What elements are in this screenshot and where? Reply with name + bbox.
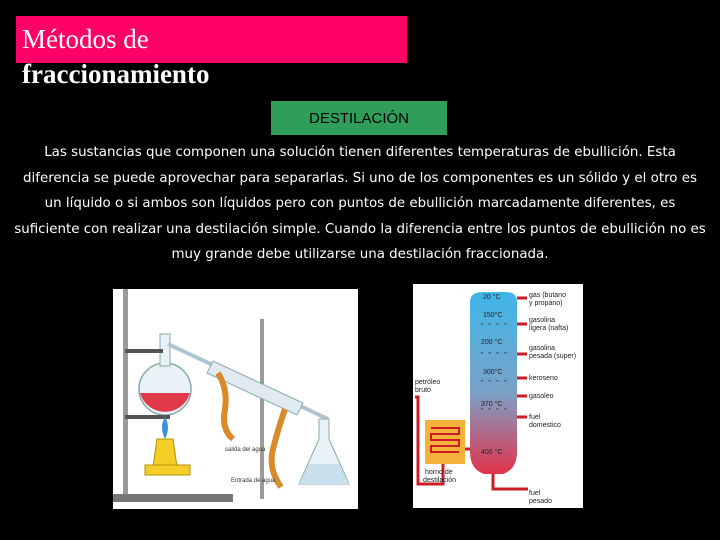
svg-text:⌃ ⌃ ⌃ ⌃: ⌃ ⌃ ⌃ ⌃ <box>479 352 509 359</box>
label-water-out: salida del agua <box>225 447 266 453</box>
fraction-gasoil: gasoleo <box>529 393 554 400</box>
svg-text:⌃ ⌃ ⌃ ⌃: ⌃ ⌃ ⌃ ⌃ <box>479 380 509 387</box>
svg-text:⌃ ⌃ ⌃ ⌃: ⌃ ⌃ ⌃ ⌃ <box>479 323 509 330</box>
burner-flame <box>162 417 168 439</box>
slide-title <box>22 22 442 92</box>
fraction-light-2: ligera (nafta) <box>529 325 569 332</box>
burner-base <box>145 465 190 475</box>
fractional-column-image <box>413 284 583 508</box>
fraction-fuel-1: fuel <box>529 414 541 421</box>
furnace-label-1: horno de <box>425 469 453 476</box>
stand-base <box>113 494 233 502</box>
fraction-heavy-2: pesada (super) <box>529 353 577 360</box>
fraction-gas-2: y propano) <box>529 300 563 307</box>
fractionating-column-illustration <box>413 284 583 508</box>
furnace-label-2: destilación <box>423 477 457 484</box>
side-outlets <box>517 298 527 417</box>
fraction-kerosene: keroseno <box>529 375 558 382</box>
fraction-fuel-2: domestico <box>529 422 561 429</box>
clamp-ring <box>125 415 170 419</box>
clamp-top <box>125 349 163 353</box>
bottom-outlet <box>493 474 528 489</box>
fraction-heavy-1: gasolina <box>529 345 556 352</box>
fraction-labels <box>529 292 576 505</box>
fraction-heavy-fuel-1: fuel <box>529 490 541 497</box>
water-hose-bottom <box>272 409 285 487</box>
body-paragraph: Las sustancias que componen una solución tienen diferentes temperaturas de ebullición. Esta diferencia se puede aprovechar para separarlas. Si uno de los componentes es un sólido y el otro es un líquido o si ambos son líquidos pero con puntos de ebullición marcadamente diferentes, es suficiente con realizar una destilación simple. Cuando la diferencia entre los puntos de ebullición no es muy grande debe utilizarse una destilación fraccionada. <box>14 145 706 262</box>
right-stand-rod <box>260 319 264 499</box>
temp-5: 370 °C <box>481 401 503 408</box>
subtitle-text: DESTILACIÓN <box>308 109 410 127</box>
distillation-apparatus-illustration <box>113 289 358 509</box>
temp-1: 20 °C <box>483 294 501 301</box>
title-line-2: fraccionamiento <box>22 59 210 89</box>
left-stand-rod <box>123 289 128 499</box>
input-label-1: petróleo <box>415 379 441 386</box>
input-label-2: bruto <box>415 387 431 394</box>
svg-text:⌃ ⌃ ⌃ ⌃: ⌃ ⌃ ⌃ ⌃ <box>479 408 509 415</box>
temp-3: 200 °C <box>481 339 503 346</box>
fraction-heavy-fuel-2: pesado <box>529 498 552 505</box>
temp-2: 150°C <box>483 312 503 319</box>
fraction-gas-1: gas (butano <box>529 292 566 299</box>
label-water-in: Entrada de agua <box>231 478 276 484</box>
temp-4: 300°C <box>483 369 503 376</box>
burner-body <box>153 439 177 467</box>
subtitle-badge <box>271 101 447 135</box>
simple-distillation-image <box>113 289 358 509</box>
title-line-1: Métodos de <box>22 24 149 54</box>
fraction-light-1: gasolina <box>529 317 556 324</box>
temp-6: 400 °C <box>481 449 503 456</box>
